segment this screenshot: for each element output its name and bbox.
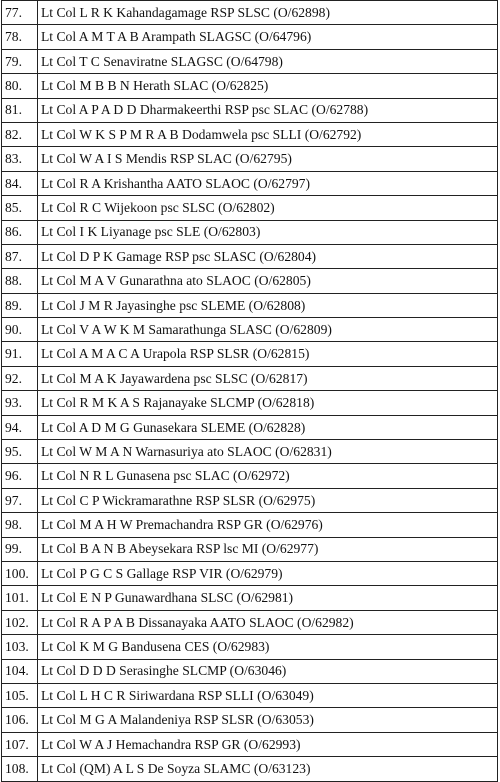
table-row (2, 415, 498, 439)
table-row (2, 635, 498, 659)
officer-list-table (1, 0, 498, 782)
table-row (2, 391, 498, 415)
table-row (2, 171, 498, 195)
row-number: 103. (2, 635, 38, 659)
row-number: 104. (2, 659, 38, 683)
officer-entry: Lt Col V A W K M Samarathunga SLASC (O/62809) (38, 318, 498, 342)
officer-entry: Lt Col R C Wijekoon psc SLSC (O/62802) (38, 196, 498, 220)
row-number: 102. (2, 610, 38, 634)
row-number: 107. (2, 732, 38, 756)
officer-entry: Lt Col L H C R Siriwardana RSP SLLI (O/63049) (38, 683, 498, 707)
officer-entry: Lt Col W A J Hemachandra RSP GR (O/62993) (38, 732, 498, 756)
officer-entry: Lt Col (QM) A L S De Soyza SLAMC (O/63123) (38, 757, 498, 781)
row-number: 93. (2, 391, 38, 415)
officer-entry: Lt Col C P Wickramarathne RSP SLSR (O/62975) (38, 488, 498, 512)
row-number: 84. (2, 171, 38, 195)
row-number: 91. (2, 342, 38, 366)
table-row (2, 708, 498, 732)
officer-entry: Lt Col A P A D D Dharmakeerthi RSP psc SLAC (O/62788) (38, 98, 498, 122)
officer-entry: Lt Col B A N B Abeysekara RSP lsc MI (O/62977) (38, 537, 498, 561)
officer-entry: Lt Col M A H W Premachandra RSP GR (O/62976) (38, 513, 498, 537)
table-row (2, 464, 498, 488)
officer-entry: Lt Col E N P Gunawardhana SLSC (O/62981) (38, 586, 498, 610)
table-row (2, 537, 498, 561)
table-row (2, 196, 498, 220)
officer-entry: Lt Col R A Krishantha AATO SLAOC (O/62797) (38, 171, 498, 195)
row-number: 90. (2, 318, 38, 342)
table-row (2, 25, 498, 49)
row-number: 86. (2, 220, 38, 244)
table-row (2, 74, 498, 98)
officer-entry: Lt Col T C Senaviratne SLAGSC (O/64798) (38, 49, 498, 73)
officer-entry: Lt Col D P K Gamage RSP psc SLASC (O/62804) (38, 244, 498, 268)
table-row (2, 488, 498, 512)
table-row (2, 269, 498, 293)
officer-entry: Lt Col W M A N Warnasuriya ato SLAOC (O/62831) (38, 440, 498, 464)
officer-entry: Lt Col R A P A B Dissanayaka AATO SLAOC (O/62982) (38, 610, 498, 634)
officer-list-body (2, 1, 498, 782)
table-row (2, 293, 498, 317)
officer-entry: Lt Col W K S P M R A B Dodamwela psc SLLI (O/62792) (38, 122, 498, 146)
table-row (2, 220, 498, 244)
row-number: 105. (2, 683, 38, 707)
officer-entry: Lt Col M A K Jayawardena psc SLSC (O/62817) (38, 366, 498, 390)
row-number: 95. (2, 440, 38, 464)
row-number: 97. (2, 488, 38, 512)
row-number: 101. (2, 586, 38, 610)
officer-entry: Lt Col W A I S Mendis RSP SLAC (O/62795) (38, 147, 498, 171)
officer-entry: Lt Col K M G Bandusena CES (O/62983) (38, 635, 498, 659)
officer-entry: Lt Col R M K A S Rajanayake SLCMP (O/62818) (38, 391, 498, 415)
row-number: 92. (2, 366, 38, 390)
row-number: 98. (2, 513, 38, 537)
table-row (2, 440, 498, 464)
row-number: 82. (2, 122, 38, 146)
officer-entry: Lt Col P G C S Gallage RSP VIR (O/62979) (38, 561, 498, 585)
table-row (2, 732, 498, 756)
row-number: 85. (2, 196, 38, 220)
row-number: 100. (2, 561, 38, 585)
row-number: 89. (2, 293, 38, 317)
officer-entry: Lt Col J M R Jayasinghe psc SLEME (O/62808) (38, 293, 498, 317)
row-number: 77. (2, 1, 38, 25)
row-number: 99. (2, 537, 38, 561)
table-row (2, 757, 498, 781)
officer-entry: Lt Col I K Liyanage psc SLE (O/62803) (38, 220, 498, 244)
officer-entry: Lt Col A M A C A Urapola RSP SLSR (O/62815) (38, 342, 498, 366)
table-row (2, 98, 498, 122)
row-number: 83. (2, 147, 38, 171)
row-number: 96. (2, 464, 38, 488)
row-number: 81. (2, 98, 38, 122)
table-row (2, 122, 498, 146)
table-row (2, 513, 498, 537)
table-row (2, 147, 498, 171)
row-number: 79. (2, 49, 38, 73)
table-row (2, 683, 498, 707)
row-number: 80. (2, 74, 38, 98)
row-number: 106. (2, 708, 38, 732)
table-row (2, 561, 498, 585)
row-number: 94. (2, 415, 38, 439)
table-row (2, 586, 498, 610)
officer-entry: Lt Col M G A Malandeniya RSP SLSR (O/63053) (38, 708, 498, 732)
table-row (2, 659, 498, 683)
table-row (2, 342, 498, 366)
officer-entry: Lt Col M B B N Herath SLAC (O/62825) (38, 74, 498, 98)
officer-entry: Lt Col D D D Serasinghe SLCMP (O/63046) (38, 659, 498, 683)
table-row (2, 318, 498, 342)
officer-entry: Lt Col L R K Kahandagamage RSP SLSC (O/62898) (38, 1, 498, 25)
table-row (2, 244, 498, 268)
table-row (2, 610, 498, 634)
table-row (2, 49, 498, 73)
officer-entry: Lt Col A D M G Gunasekara SLEME (O/62828) (38, 415, 498, 439)
officer-entry: Lt Col N R L Gunasena psc SLAC (O/62972) (38, 464, 498, 488)
row-number: 108. (2, 757, 38, 781)
officer-entry: Lt Col M A V Gunarathna ato SLAOC (O/62805) (38, 269, 498, 293)
row-number: 78. (2, 25, 38, 49)
officer-entry: Lt Col A M T A B Arampath SLAGSC (O/64796) (38, 25, 498, 49)
table-row (2, 366, 498, 390)
table-row (2, 1, 498, 25)
row-number: 88. (2, 269, 38, 293)
row-number: 87. (2, 244, 38, 268)
